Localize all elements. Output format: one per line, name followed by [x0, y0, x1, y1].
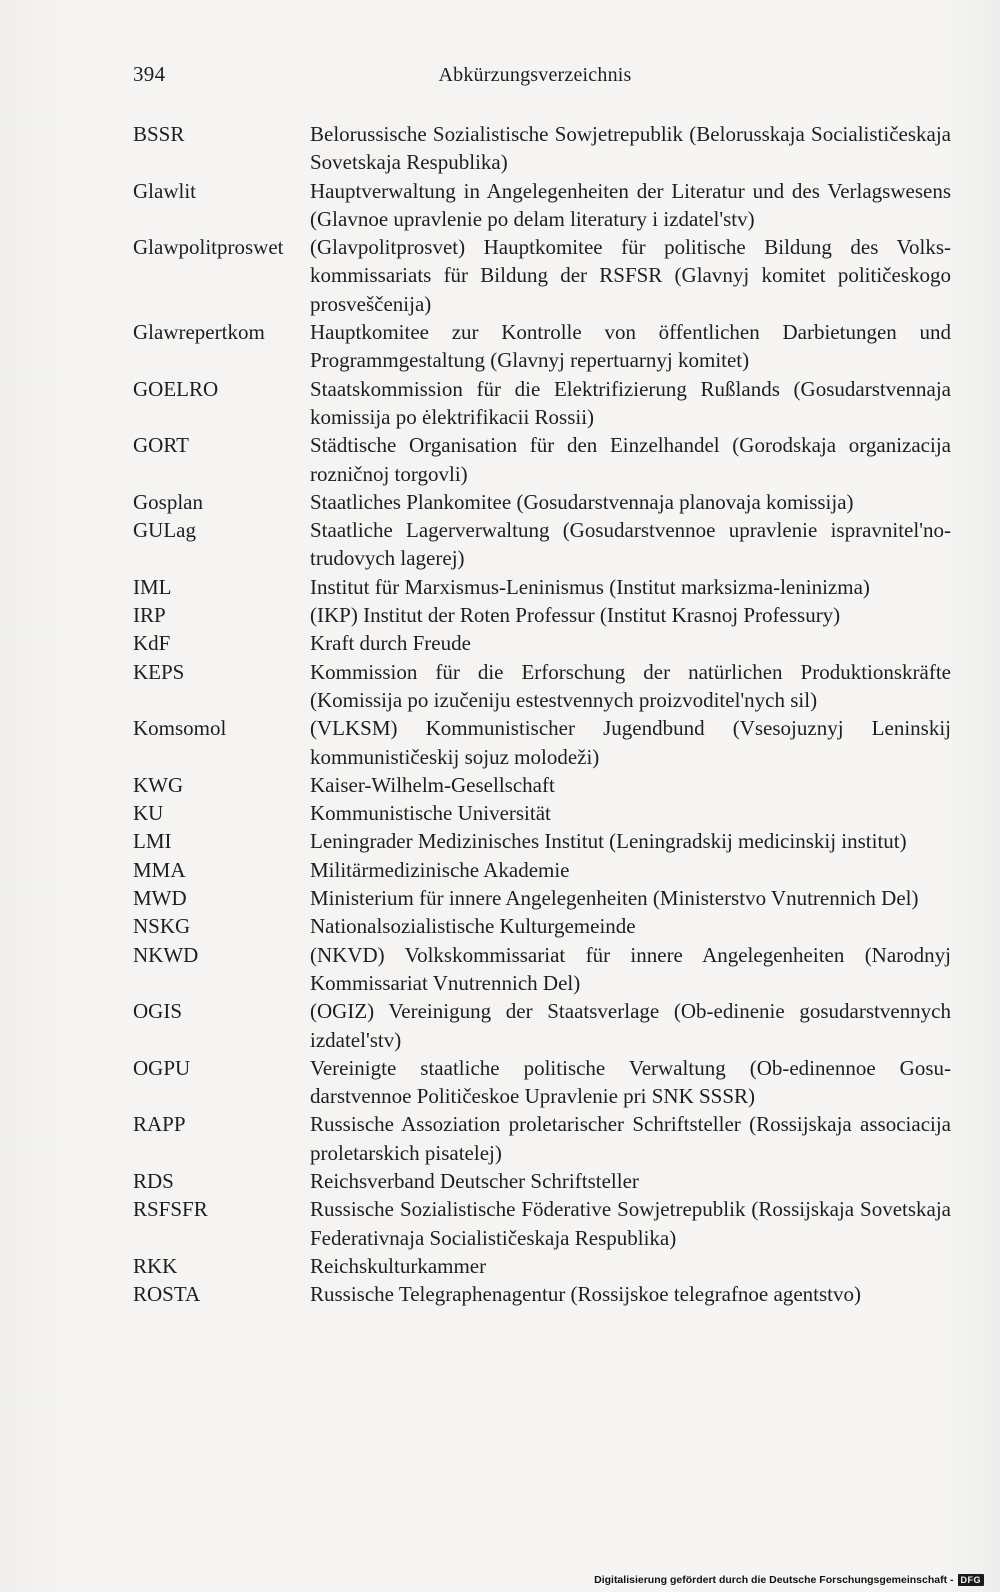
abbreviation-entry [133, 573, 951, 601]
abbreviation-definition: Städtische Organisation für den Einzelhandel (Gorodskaja organizacija rozničnoj torgovli) [310, 433, 951, 486]
abbreviation-term: RKK [133, 1253, 178, 1278]
abbreviation-entry [133, 856, 951, 884]
abbreviation-term: GORT [133, 433, 189, 458]
abbreviation-definition: Militärmedizinische Akademie [310, 857, 570, 882]
abbreviation-term: OGIS [133, 999, 183, 1024]
abbreviation-term: GOELRO [133, 376, 219, 401]
abbreviation-term: IRP [133, 603, 166, 628]
abbreviation-entry [133, 714, 951, 771]
abbreviation-definition: Russische Assoziation proletarischer Schriftsteller (Rossijskaja associacija proletarskich pisatelej) [310, 1112, 951, 1165]
abbreviation-definition: Reichsverband Deutscher Schriftsteller [310, 1168, 639, 1193]
abbreviation-entry [133, 1110, 951, 1167]
abbreviation-definition: Hauptverwaltung in Angelegenheiten der Literatur und des Verlagswesens (Glavnoe upravlenie po delam literatury i izdatel'stv) [310, 178, 951, 231]
credit-text: Digitalisierung gefördert durch die Deutsche Forschungsgemeinschaft - [594, 1574, 954, 1586]
abbreviation-definition: Kaiser-Wilhelm-Gesellschaft [310, 772, 555, 797]
abbreviation-term: MMA [133, 857, 186, 882]
abbreviation-entry [133, 884, 951, 912]
abbreviation-definition: (VLKSM) Kommunistischer Jugendbund (Vsesojuznyj Leninskij kommunističeskij sojuz molodeži) [310, 716, 951, 769]
abbreviation-entry [133, 941, 951, 998]
abbreviation-definition: Russische Sozialistische Föderative Sowjetrepublik (Rossijskaja Sovetskaja Federativnaja Socialističeskaja Respublika) [310, 1197, 951, 1250]
abbreviation-definition: Russische Telegraphenagentur (Rossijskoe telegrafnoe agentstvo) [310, 1282, 861, 1307]
abbreviation-term: GULag [133, 518, 196, 543]
abbreviation-term: Glawpolitproswet [133, 235, 284, 260]
abbreviation-term: RAPP [133, 1112, 186, 1137]
abbreviation-term: Glawrepertkom [133, 320, 265, 345]
abbreviation-entry [133, 318, 951, 375]
abbreviation-term: ROSTA [133, 1282, 201, 1307]
abbreviation-entry [133, 1054, 951, 1111]
abbreviation-definition: Leningrader Medizinisches Institut (Leningradskij medicinskij institut) [310, 829, 907, 854]
abbreviation-entry [133, 997, 951, 1054]
running-title: Abkürzungsverzeichnis [438, 64, 632, 86]
abbreviation-term: RDS [133, 1168, 174, 1193]
abbreviation-definition: Institut für Marxismus-Leninismus (Institut marksizma-leninizma) [310, 574, 870, 599]
abbreviation-term: Glawlit [133, 178, 196, 203]
abbreviation-term: LMI [133, 829, 172, 854]
abbreviation-entry [133, 516, 951, 573]
abbreviation-entry [133, 1195, 951, 1252]
abbreviation-entry [133, 375, 951, 432]
abbreviation-term: KdF [133, 631, 171, 656]
abbreviation-entry [133, 799, 951, 827]
abbreviation-entry [133, 1280, 951, 1308]
abbreviation-term: Komsomol [133, 716, 227, 741]
abbreviation-term: KU [133, 801, 164, 826]
abbreviation-definition: Vereinigte staatliche politische Verwaltung (Ob-edinennoe Gosudarstvennoe Političeskoe Upravlenie pri SNK SSSR) [310, 1055, 951, 1109]
abbreviation-term: MWD [133, 886, 187, 911]
abbreviation-entry [133, 601, 951, 629]
abbreviation-entry [133, 120, 951, 177]
page-number: 394 [133, 62, 166, 86]
abbreviation-entry [133, 771, 951, 799]
abbreviation-definition: Staatskommission für die Elektrifizierung Rußlands (Gosudarstvennaja komissija po ėlektrifikacii Rossii) [310, 376, 951, 429]
abbreviation-entry [133, 827, 951, 855]
abbreviation-term: OGPU [133, 1055, 191, 1080]
abbreviation-entry [133, 1252, 951, 1280]
abbreviation-definition: (IKP) Institut der Roten Professur (Institut Krasnoj Professury) [310, 603, 841, 628]
abbreviation-entry [133, 431, 951, 488]
abbreviation-entry [133, 658, 951, 715]
abbreviation-definition: Staatliches Plankomitee (Gosudarstvennaja planovaja komissija) [310, 489, 854, 514]
digitization-credit [594, 1574, 984, 1586]
abbreviation-term: BSSR [133, 122, 185, 146]
abbreviation-term: IML [133, 574, 172, 599]
abbreviation-definition: (OGIZ) Vereinigung der Staatsverlage (Ob-edinenie gosudarstvennych izdatel'stv) [310, 999, 951, 1052]
abbreviation-term: KWG [133, 772, 184, 797]
abbreviation-term: Gosplan [133, 489, 203, 514]
abbreviation-entry [133, 233, 951, 318]
abbreviation-definition: Belorussische Sozialistische Sowjetrepublik (Belorusskaja Socialističeskaja Sovetskaja Respublika) [310, 122, 951, 175]
abbreviation-entry [133, 912, 951, 940]
abbreviation-definition: Nationalsozialistische Kulturgemeinde [310, 914, 636, 939]
abbreviation-definition: Kraft durch Freude [310, 631, 471, 656]
abbreviation-definition: Reichskulturkammer [310, 1253, 487, 1278]
abbreviation-definition: Ministerium für innere Angelegenheiten (Ministerstvo Vnutrennich Del) [310, 886, 919, 911]
abbreviation-entry [133, 488, 951, 516]
abbreviation-term: NSKG [133, 914, 191, 939]
abbreviation-definition: (NKVD) Volkskommissariat für innere Angelegenheiten (Narodnyj Kommissariat Vnutrennich Del) [310, 942, 951, 995]
abbreviation-definition: Staatliche Lagerverwaltung (Gosudarstvennoe upravlenie ispravnitel'no-trudovych lagerej) [310, 518, 951, 571]
abbreviation-definition: Hauptkomitee zur Kontrolle von öffentlichen Darbietungen und Programmgestaltung (Glavnyj repertuarnyj komitet) [310, 320, 951, 373]
abbreviation-entry [133, 1167, 951, 1195]
abbreviation-term: NKWD [133, 942, 199, 967]
dfg-logo: DFG [958, 1574, 985, 1586]
abbreviation-list [133, 120, 951, 1308]
abbreviation-definition: (Glavpolitprosvet) Hauptkomitee für politische Bildung des Volkskommissariats für Bildung der RSFSR (Glavnyj komitet političeskogo prosveščenija) [310, 235, 951, 316]
abbreviation-term: RSFSFR [133, 1197, 208, 1222]
abbreviation-entry [133, 629, 951, 657]
abbreviation-definition: Kommission für die Erforschung der natürlichen Produktionskräfte (Komissija po izučeniju estestvennych proizvoditel'nych sil) [310, 659, 951, 712]
abbreviation-term: KEPS [133, 659, 185, 684]
abbreviation-definition: Kommunistische Universität [310, 801, 551, 826]
abbreviation-entry [133, 177, 951, 234]
